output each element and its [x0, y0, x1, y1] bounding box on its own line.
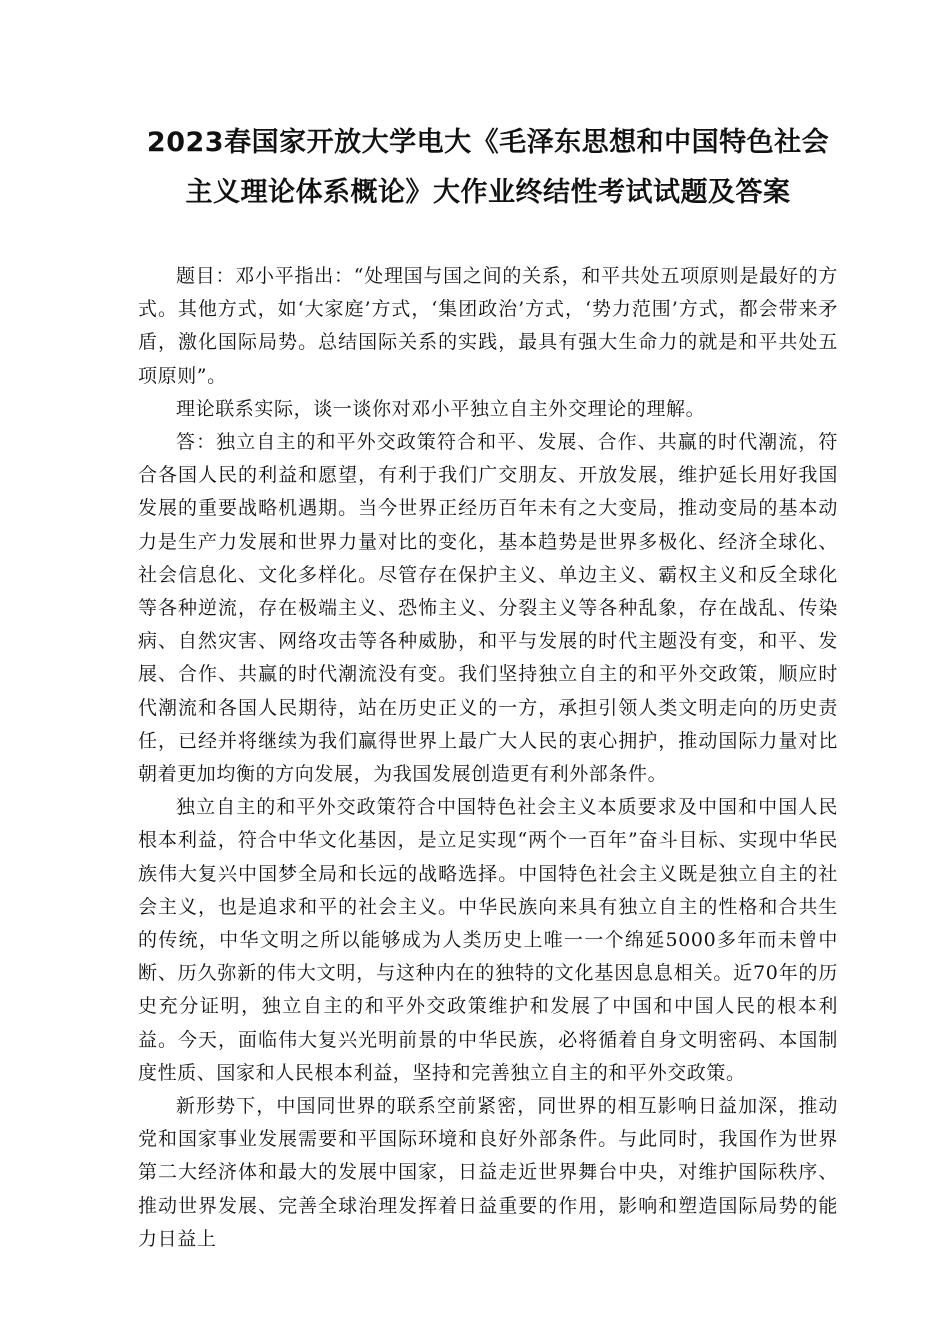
paragraph-answer-1: 答：独立自主的和平外交政策符合和平、发展、合作、共赢的时代潮流，符合各国人民的利益和愿望，有利于我们广交朋友、开放发展，维护延长用好我国发展的重要战略机遇期。当今世界正经历百年未有之大变局，推动变局的基本动力是生产力发展和世界力量对比的变化，基本趋势是世界多极化、经济全球化、社会信息化、文化多样化。尽管存在保护主义、单边主义、霸权主义和反全球化等各种逆流，存在极端主义、恐怖主义、分裂主义等各种乱象，存在战乱、传染病、自然灾害、网络攻击等各种威胁，和平与发展的时代主题没有变，和平、发展、合作、共赢的时代潮流没有变。我们坚持独立自主的和平外交政策，顺应时代潮流和各国人民期待，站在历史正义的一方，承担引领人类文明走向的历史责任，已经并将继续为我们赢得世界上最广大人民的衷心拥护，推动国际力量对比朝着更加均衡的方向发展，为我国发展创造更有利外部条件。: [138, 431, 838, 786]
title-line-1: 2023春国家开放大学电大《毛泽东思想和中国特色社会: [146, 127, 830, 158]
paragraph-answer-2: 独立自主的和平外交政策符合中国特色社会主义本质要求及中国和中国人民根本利益，符合中华文化基因，是立足实现“两个一百年”奋斗目标、实现中华民族伟大复兴中国梦全局和长远的战略选择。中国特色社会主义既是独立自主的社会主义，也是追求和平的社会主义。中华民族向来具有独立自主的性格和合共生的传统，中华文明之所以能够成为人类历史上唯一一个绵延5000多年而未曾中断、历久弥新的伟大文明，与这种内在的独特的文化基因息息相关。近70年的历史充分证明，独立自主的和平外交政策维护和发展了中国和中国人民的根本利益。今天，面临伟大复兴光明前景的中华民族，必将循着自身文明密码、本国制度性质、国家和人民根本利益，坚持和完善独立自主的和平外交政策。: [138, 796, 838, 1084]
title-line-2: 主义理论体系概论》大作业终结性考试试题及答案: [185, 177, 791, 208]
document-title: [138, 118, 838, 218]
paragraph-question: 题目：邓小平指出：“处理国与国之间的关系，和平共处五项原则是最好的方式。其他方式，如‘大家庭’方式，‘集团政治’方式，‘势力范围’方式，都会带来矛盾，激化国际局势。总结国际关系的实践，最具有强大生命力的就是和平共处五项原则”。: [138, 265, 838, 387]
document-body: [138, 260, 838, 1256]
paragraph-answer-3: 新形势下，中国同世界的联系空前紧密，同世界的相互影响日益加深，推动党和国家事业发展需要和平国际环境和良好外部条件。与此同时，我国作为世界第二大经济体和最大的发展中国家，日益走近世界舞台中央，对维护国际秩序、推动世界发展、完善全球治理发挥着日益重要的作用，影响和塑造国际局势的能力日益上: [138, 1095, 838, 1250]
paragraph-instruction: 理论联系实际，谈一谈你对邓小平独立自主外交理论的理解。: [176, 397, 706, 420]
document-page: [138, 118, 838, 1256]
